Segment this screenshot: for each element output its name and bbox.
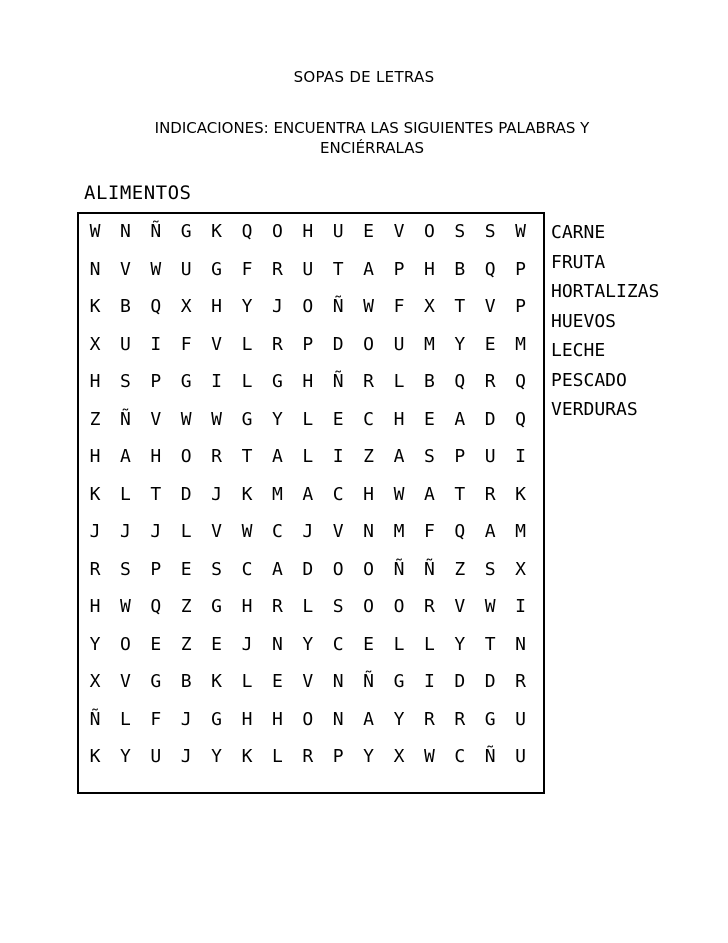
grid-letter[interactable]: Y <box>454 633 466 655</box>
grid-letter[interactable]: P <box>302 333 314 355</box>
grid-letter[interactable]: S <box>484 558 496 580</box>
grid-letter[interactable]: I <box>332 446 344 467</box>
grid-letter[interactable]: P <box>454 446 466 467</box>
grid-letter[interactable]: X <box>423 296 435 317</box>
grid-letter[interactable]: R <box>454 708 466 730</box>
grid-letter[interactable]: Q <box>150 296 162 317</box>
grid-letter[interactable]: V <box>454 596 466 617</box>
grid-letter[interactable]: H <box>241 708 253 730</box>
grid-letter[interactable]: H <box>150 446 162 467</box>
grid-letter[interactable]: W <box>89 221 101 242</box>
grid-letter[interactable]: R <box>515 671 527 692</box>
grid-letter[interactable]: B <box>180 671 192 692</box>
grid-letter[interactable]: K <box>89 746 101 767</box>
grid-letter[interactable]: O <box>423 221 435 242</box>
grid-letter[interactable]: Ñ <box>332 296 344 317</box>
grid-letter[interactable]: Q <box>515 408 527 430</box>
grid-letter[interactable]: A <box>302 483 314 505</box>
grid-letter[interactable]: Ñ <box>423 558 435 580</box>
grid-letter[interactable]: A <box>393 446 405 467</box>
grid-letter[interactable]: Q <box>454 371 466 392</box>
grid-letter[interactable]: D <box>454 671 466 692</box>
grid-letter[interactable]: O <box>332 558 344 580</box>
grid-letter[interactable]: I <box>423 671 435 692</box>
grid-letter[interactable]: G <box>180 221 192 242</box>
grid-letter[interactable]: A <box>119 446 131 467</box>
page-title: SOPAS DE LETRAS <box>293 68 435 86</box>
grid-letter[interactable]: F <box>241 258 253 280</box>
grid-letter[interactable]: C <box>363 408 375 430</box>
grid-letter[interactable]: H <box>302 371 314 392</box>
grid-letter[interactable]: S <box>423 446 435 467</box>
grid-letter[interactable]: H <box>363 483 375 505</box>
grid-letter[interactable]: U <box>119 333 131 355</box>
grid-letter[interactable]: G <box>241 408 253 430</box>
word-item: HUEVOS <box>551 310 617 332</box>
grid-letter[interactable]: E <box>363 633 375 655</box>
grid-letter[interactable]: V <box>393 221 405 242</box>
grid-letter[interactable]: E <box>423 408 435 430</box>
grid-letter[interactable]: P <box>515 258 527 280</box>
grid-letter[interactable]: N <box>119 221 131 242</box>
grid-letter[interactable]: C <box>332 483 344 505</box>
grid-letter[interactable]: B <box>119 296 131 317</box>
grid-letter[interactable]: A <box>363 258 375 280</box>
grid-letter[interactable]: X <box>180 296 192 317</box>
grid-letter[interactable]: W <box>393 483 405 505</box>
grid-letter[interactable]: L <box>241 371 253 392</box>
grid-letter[interactable]: Z <box>180 633 192 655</box>
grid-letter[interactable]: U <box>515 746 527 767</box>
letter-grid <box>77 212 545 794</box>
grid-letter[interactable]: E <box>363 221 375 242</box>
grid-letter[interactable]: G <box>211 596 223 617</box>
grid-letter[interactable]: O <box>302 296 314 317</box>
grid-letter[interactable]: C <box>271 521 283 542</box>
grid-letter[interactable]: P <box>393 258 405 280</box>
grid-letter[interactable]: U <box>150 746 162 767</box>
grid-letter[interactable]: V <box>119 258 131 280</box>
grid-letter[interactable]: H <box>302 221 314 242</box>
grid-letter[interactable]: L <box>180 521 192 542</box>
grid-letter[interactable]: T <box>332 258 344 280</box>
grid-letter[interactable]: Z <box>363 446 375 467</box>
grid-letter[interactable]: E <box>484 333 496 355</box>
grid-letter[interactable]: I <box>150 333 162 355</box>
grid-letter[interactable]: Y <box>363 746 375 767</box>
grid-letter[interactable]: A <box>423 483 435 505</box>
grid-letter[interactable]: H <box>89 596 101 617</box>
grid-letter[interactable]: R <box>423 596 435 617</box>
grid-letter[interactable]: T <box>454 296 466 317</box>
grid-letter[interactable]: W <box>484 596 496 617</box>
grid-letter[interactable]: W <box>180 408 192 430</box>
grid-letter[interactable]: E <box>332 408 344 430</box>
grid-letter[interactable]: W <box>119 596 131 617</box>
grid-letter[interactable]: D <box>484 671 496 692</box>
grid-letter[interactable]: Z <box>89 408 101 430</box>
grid-letter[interactable]: R <box>211 446 223 467</box>
grid-letter[interactable]: V <box>302 671 314 692</box>
grid-letter[interactable]: R <box>302 746 314 767</box>
grid-letter[interactable]: Q <box>150 596 162 617</box>
grid-letter[interactable]: G <box>150 671 162 692</box>
grid-letter[interactable]: H <box>423 258 435 280</box>
grid-letter[interactable]: H <box>89 371 101 392</box>
grid-letter[interactable]: V <box>332 521 344 542</box>
grid-letter[interactable]: K <box>241 746 253 767</box>
grid-letter[interactable]: W <box>515 221 527 242</box>
grid-letter[interactable]: K <box>241 483 253 505</box>
grid-letter[interactable]: Ñ <box>150 221 162 242</box>
grid-letter[interactable]: T <box>454 483 466 505</box>
grid-letter[interactable]: Ñ <box>89 708 101 730</box>
grid-letter[interactable]: Q <box>241 221 253 242</box>
grid-letter[interactable]: D <box>484 408 496 430</box>
grid-letter[interactable]: T <box>484 633 496 655</box>
grid-letter[interactable]: P <box>150 558 162 580</box>
grid-letter[interactable]: Y <box>454 333 466 355</box>
grid-letter[interactable]: L <box>393 371 405 392</box>
grid-letter[interactable]: Y <box>241 296 253 317</box>
grid-letter[interactable]: A <box>454 408 466 430</box>
grid-letter[interactable]: Q <box>515 371 527 392</box>
grid-letter[interactable]: I <box>515 596 527 617</box>
grid-letter[interactable]: L <box>241 333 253 355</box>
grid-letter[interactable]: L <box>119 708 131 730</box>
grid-letter[interactable]: R <box>271 596 283 617</box>
grid-letter[interactable]: L <box>393 633 405 655</box>
grid-letter[interactable]: N <box>332 671 344 692</box>
instructions-line: ENCIÉRRALAS <box>319 139 425 157</box>
grid-letter[interactable]: O <box>271 221 283 242</box>
grid-letter[interactable]: S <box>211 558 223 580</box>
grid-letter[interactable]: S <box>332 596 344 617</box>
grid-letter[interactable]: J <box>271 296 283 317</box>
instructions <box>112 118 632 158</box>
grid-letter[interactable]: R <box>423 708 435 730</box>
grid-letter[interactable]: C <box>332 633 344 655</box>
grid-letter[interactable]: B <box>423 371 435 392</box>
grid-letter[interactable]: L <box>302 596 314 617</box>
grid-letter[interactable]: V <box>211 521 223 542</box>
grid-letter[interactable]: O <box>393 596 405 617</box>
grid-letter[interactable]: F <box>180 333 192 355</box>
grid-letter[interactable]: C <box>241 558 253 580</box>
grid-letter[interactable]: O <box>363 558 375 580</box>
grid-letter[interactable]: N <box>363 521 375 542</box>
grid-letter[interactable]: O <box>363 333 375 355</box>
grid-letter[interactable]: V <box>211 333 223 355</box>
grid-letter[interactable]: J <box>180 708 192 730</box>
grid-letter[interactable]: L <box>302 408 314 430</box>
grid-letter[interactable]: E <box>271 671 283 692</box>
grid-letter[interactable]: R <box>484 371 496 392</box>
grid-letter[interactable]: H <box>241 596 253 617</box>
grid-letter[interactable]: U <box>302 258 314 280</box>
grid-letter[interactable]: Q <box>484 258 496 280</box>
grid-letter[interactable]: R <box>484 483 496 505</box>
grid-letter[interactable]: L <box>423 633 435 655</box>
grid-letter[interactable]: D <box>332 333 344 355</box>
grid-letter[interactable]: N <box>271 633 283 655</box>
grid-letter[interactable]: T <box>150 483 162 505</box>
grid-letter[interactable]: H <box>211 296 223 317</box>
grid-letter[interactable]: D <box>302 558 314 580</box>
grid-letter[interactable]: K <box>89 296 101 317</box>
instructions-line: INDICACIONES: ENCUENTRA LAS SIGUIENTES PALABRAS Y <box>154 119 590 137</box>
grid-letter[interactable]: G <box>484 708 496 730</box>
grid-letter[interactable]: E <box>150 633 162 655</box>
grid-letter[interactable]: W <box>241 521 253 542</box>
grid-letter[interactable]: G <box>393 671 405 692</box>
word-item: VERDURAS <box>551 399 638 420</box>
grid-letter[interactable]: M <box>393 521 405 542</box>
grid-letter[interactable]: Ñ <box>484 746 496 767</box>
grid-letter[interactable]: V <box>484 296 496 317</box>
grid-letter[interactable]: L <box>119 483 131 505</box>
grid-letter[interactable]: S <box>484 221 496 242</box>
grid-letter[interactable]: O <box>119 633 131 655</box>
grid-letter[interactable]: K <box>89 483 101 505</box>
grid-letter[interactable]: U <box>484 446 496 467</box>
grid-letter[interactable]: X <box>89 671 101 692</box>
grid-letter[interactable]: Ñ <box>363 671 375 692</box>
grid-letter[interactable]: P <box>150 371 162 392</box>
grid-letter[interactable]: N <box>515 633 527 655</box>
grid-letter[interactable]: J <box>241 633 253 655</box>
grid-letter[interactable]: H <box>271 708 283 730</box>
grid-letter[interactable]: G <box>271 371 283 392</box>
grid-letter[interactable]: R <box>271 258 283 280</box>
grid-letter[interactable]: K <box>211 221 223 242</box>
grid-letter[interactable]: Ñ <box>119 408 131 430</box>
grid-letter[interactable]: Ñ <box>332 371 344 392</box>
grid-letter[interactable]: W <box>363 296 375 317</box>
grid-letter[interactable]: Y <box>211 746 223 767</box>
grid-letter[interactable]: Y <box>119 746 131 767</box>
grid-letter[interactable]: Y <box>302 633 314 655</box>
grid-letter[interactable]: S <box>454 221 466 242</box>
grid-letter[interactable]: R <box>271 333 283 355</box>
grid-letter[interactable]: S <box>119 558 131 580</box>
grid-letter[interactable]: U <box>515 708 527 730</box>
grid-letter[interactable]: R <box>89 558 101 580</box>
grid-letter[interactable]: W <box>150 258 162 280</box>
grid-letter[interactable]: O <box>363 596 375 617</box>
grid-letter[interactable]: T <box>241 446 253 467</box>
grid-letter[interactable]: O <box>302 708 314 730</box>
grid-letter[interactable]: W <box>423 746 435 767</box>
grid-letter[interactable]: U <box>393 333 405 355</box>
grid-letter[interactable]: Z <box>454 558 466 580</box>
grid-letter[interactable]: G <box>211 708 223 730</box>
grid-letter[interactable]: X <box>89 333 101 355</box>
grid-letter[interactable]: H <box>89 446 101 467</box>
grid-letter[interactable]: L <box>271 746 283 767</box>
grid-letter[interactable]: C <box>454 746 466 767</box>
word-item: PESCADO <box>551 369 627 391</box>
grid-letter[interactable]: J <box>119 521 131 542</box>
grid-letter[interactable]: J <box>89 521 101 542</box>
grid-letter[interactable]: N <box>332 708 344 730</box>
grid-letter[interactable]: F <box>150 708 162 730</box>
category-heading: ALIMENTOS <box>84 182 192 204</box>
grid-letter[interactable]: J <box>150 521 162 542</box>
word-list <box>551 218 659 425</box>
grid-letter[interactable]: I <box>515 446 527 467</box>
grid-letter[interactable]: M <box>515 521 527 542</box>
grid-letter[interactable]: A <box>271 446 283 467</box>
grid-letter[interactable]: J <box>211 483 223 505</box>
grid-letter[interactable]: N <box>89 258 101 280</box>
grid-letter[interactable]: A <box>271 558 283 580</box>
grid-letter[interactable]: M <box>271 483 283 505</box>
grid-letter[interactable]: B <box>454 258 466 280</box>
grid-letter[interactable]: Y <box>271 408 283 430</box>
grid-letter[interactable]: I <box>211 371 223 392</box>
grid-letter[interactable]: S <box>119 371 131 392</box>
grid-letter[interactable]: R <box>363 371 375 392</box>
word-item: CARNE <box>551 222 606 243</box>
grid-letter[interactable]: P <box>332 746 344 767</box>
grid-letter[interactable]: Q <box>454 521 466 542</box>
grid-letter[interactable]: F <box>423 521 435 542</box>
grid-letter[interactable]: G <box>180 371 192 392</box>
grid-letter[interactable]: D <box>180 483 192 505</box>
grid-letter[interactable]: K <box>211 671 223 692</box>
grid-letter[interactable]: P <box>515 296 527 317</box>
grid-letter[interactable]: M <box>515 333 527 355</box>
grid-letter[interactable]: U <box>332 221 344 242</box>
grid-letter[interactable]: E <box>180 558 192 580</box>
grid-letter[interactable]: O <box>180 446 192 467</box>
grid-letter[interactable]: G <box>211 258 223 280</box>
grid-letter[interactable]: A <box>363 708 375 730</box>
grid-letter[interactable]: Z <box>180 596 192 617</box>
grid-letter[interactable]: L <box>302 446 314 467</box>
word-item: FRUTA <box>551 251 606 273</box>
word-item: LECHE <box>551 340 606 361</box>
grid-letter[interactable]: F <box>393 296 405 317</box>
grid-letter[interactable]: Ñ <box>393 558 405 580</box>
grid-letter[interactable]: K <box>515 483 527 505</box>
grid-letter[interactable]: J <box>180 746 192 767</box>
grid-letter[interactable]: M <box>423 333 435 355</box>
grid-letter[interactable]: Y <box>393 708 405 730</box>
grid-letter[interactable]: J <box>302 521 314 542</box>
grid-letter[interactable]: A <box>484 521 496 542</box>
grid-letter[interactable]: L <box>241 671 253 692</box>
grid-letter[interactable]: E <box>211 633 223 655</box>
grid-letter[interactable]: H <box>393 408 405 430</box>
grid-letter[interactable]: Y <box>89 633 101 655</box>
grid-letter[interactable]: V <box>150 408 162 430</box>
grid-letter[interactable]: U <box>180 258 192 280</box>
grid-letter[interactable]: X <box>515 558 527 580</box>
grid-letter[interactable]: V <box>119 671 131 692</box>
grid-letter[interactable]: X <box>393 746 405 767</box>
word-item: HORTALIZAS <box>551 281 660 302</box>
grid-letter[interactable]: W <box>211 408 223 430</box>
